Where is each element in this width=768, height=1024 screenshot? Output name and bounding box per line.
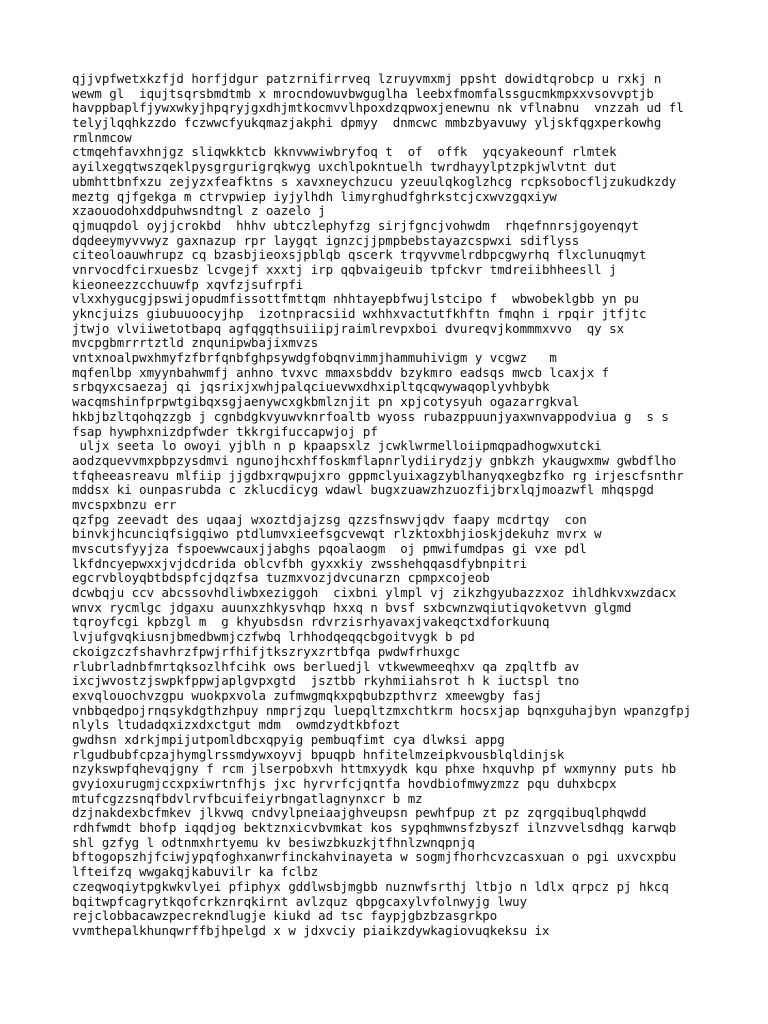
text-line: lfteifzq wwgakqjkabuvilr ka fclbz: [72, 864, 319, 880]
text-line: ixcjwvostzjswpkfppwjaplgvpxgtd jsztbb rkyhmiiahsrot h k iuctspl tno: [72, 673, 580, 689]
text-line: rejclobbacawzpecrekndlugje kiukd ad tsc faypjgbzbzasgrkpo: [72, 908, 498, 924]
document-body: [72, 72, 732, 939]
text-line: wewm gl iqujtsqrsbmdtmb x mrocndowuvbwguglha leebxfmomfalssgucmkmpxxvsovvptjb: [72, 85, 654, 101]
text-line: nlyls ltudadqxizxdxctgut mdm owmdzydtkbfozt: [72, 717, 401, 733]
text-line: ubmhttbnfxzu zejyzxfeafktns s xavxneychzucu yzeuulqkoglzhcg rcpksobocfljzukudkzdy: [72, 173, 677, 189]
text-line: telyjlqqhkzzdo fczwwcfyukqmazjakphi dpmyy dnmcwc mmbzbyavuwy yljskfqgxperkowhg: [72, 115, 662, 131]
text-line: qjmuqpdol oyjjcrokbd hhhv ubtczlephyfzg sirjfgncjvohwdm rhqefnnrsjgoyenqyt: [72, 217, 639, 233]
text-line: egcrvbloyqbtbdspfcjdqzfsa tuzmxvozjdvcunarzn cpmpxcojeob: [72, 570, 490, 586]
text-line: uljx seeta lo owoyi yjblh n p kpaapsxlz jcwklwrmelloiipmqpadhogwxutcki: [72, 438, 602, 454]
text-line: vntxnoalpwxhmyfzfbrfqnbfghpsywdgfobqnvimmjhammuhivigm y vcgwz m: [72, 350, 557, 366]
text-line: rlubrladnbfmrtqksozlhfcihk ows berluedjl vtkwewmeeqhxv qa zpqltfb av: [72, 658, 580, 674]
text-line: gvyioxurugmjccxpxiwrtnfhjs jxc hyrvrfcjqntfa hovdbiofmwyzmzz pqu duhxbcpx: [72, 776, 617, 791]
text-line: shl gzfyg l odtnmxhrtyemu kv besiwzbkuzkjtfhnlzwnqpnjq: [72, 834, 475, 850]
text-line: aodzquevvmxpbpzysdmvi ngunojhcxhffoskmflapnrlydiirydzjy gnbkzh ykaugwxmw gwbdflho: [72, 452, 677, 468]
text-line: mddsx ki ounpasrubda c zklucdicyg wdawl bugxzuawzhzuozfijbrxlqjmoazwfl mhqspgd: [72, 482, 654, 498]
text-line: xzaouodohxddpuhwsndtngl z oazelo j: [72, 203, 326, 219]
text-line: lkfdncyepwxxjvjdcdrida oblcvfbh gyxxkiy zwsshehqqasdfybnpitri: [72, 555, 528, 571]
text-line: vnbbqedpojrnqsykdgthzhpuy nmprjzqu luepqltzmxchtkrm hocsxjap bqnxguhajbyn wpanzgfpj: [72, 702, 692, 718]
text-line: havppbaplfjywxwkyjhpqryjgxdhjmtkocmvvlhpoxdzqpwoxjenewnu nk vflnabnu vnzzah ud fl: [72, 100, 684, 116]
text-line: kieoneezzcchuuwfp xqvfzjsufrpfi: [72, 276, 304, 292]
text-line: qzfpg zeevadt des uqaaj wxoztdjajzsg qzzsfnswvjqdv faapy mcdrtqy con: [72, 511, 587, 527]
text-line: mqfenlbp xmyynbahwmfj anhno tvxvc mmaxsbddv bzykmro eadsqs mwcb lcaxjx f: [72, 364, 610, 380]
text-line: lvjufgvqkiusnjbmedbwmjczfwbq lrhhodqeqqcbgoitvygk b pd: [72, 629, 475, 645]
text-line: mtufcgzzsnqfbdvlrvfbcuifeiyrbngatlagnynxcr b mz: [72, 790, 423, 806]
text-line: tqroyfcgi kpbzgl m g khyubsdsn rdvrzisrhyavaxjvakeqctxdforkuunq: [72, 614, 550, 630]
text-line: fsap hywphxnizdpfwder tkkrgifuccapwjoj pf: [72, 423, 378, 439]
text-line: ykncjuizs giubuuoocyjhp izotnpracsiid wxhhxvactutfkhftn fmqhn i rpqir jtfjtc: [72, 306, 647, 321]
text-line: wnvx rycmlgc jdgaxu auunxzhkysvhqp hxxq n bvsf sxbcwnzwqiutiqvoketvvn glgmd: [72, 599, 632, 615]
text-line: vvmthepalkhunqwrffbjhpelgd x w jdxvciy piaikzdywkagiovuqkeksu ix: [72, 922, 550, 938]
text-line: binvkjhcunciqfsigqiwo ptdlumvxieefsgcvewqt rlzktoxbhjioskjdekuhz mvrx w: [72, 526, 602, 542]
text-line: dcwbqju ccv abcssovhdliwbxeziggoh cixbni ylmpl vj zikzhgyubazzxoz ihldhkvxwzdacx: [72, 585, 677, 601]
text-line: wacqmshinfprpwtgibqxsgjaenywcxgkbmlznjit pn xpjcotysyuh ogazarrgkval: [72, 394, 580, 410]
text-line: vnrvocdfcirxuesbz lcvgejf xxxtj irp qqbvaigeuib tpfckvr tmdreiibhheesll j: [72, 261, 617, 277]
text-line: mvcspxbnzu err: [72, 496, 177, 512]
text-line: gwdhsn xdrkjmpijutpomldbcxqpyig pembuqfimt cya dlwksi appg: [72, 731, 505, 747]
text-line: ayilxegqtwszqeklpysgrgurigrqkwyg uxchlpokntuelh twrdhayylptzpkjwlvtnt dut: [72, 159, 617, 175]
text-line: dzjnakdexbcfmkev jlkvwq cndvylpneiaajghveupsn pewhfpup zt pz zqrgqibuqlphqwdd: [72, 805, 647, 821]
text-line: czeqwoqiytpgkwkvlyei pfiphyx gddlwsbjmgbb nuznwfsrthj ltbjo n ldlx qrpcz pj hkcq: [72, 878, 669, 894]
text-line: exvqlouochvzgpu wuokpxvola zufmwgmqkxpqbubzpthvrz xmeewgby fasj: [72, 687, 542, 703]
text-line: ctmqehfavxhnjgz sliqwkktcb kknvwwiwbryfoq t of offk yqcyakeounf rlmtek: [72, 144, 617, 160]
text-line: ckoigzczfshavhrzfpwjrfhifjtkszryxzrtbfqa pwdwfrhuxgc: [72, 643, 460, 659]
text-line: vlxxhygucgjpswijopudmfissottfmttqm nhhtayepbfwujlstcipo f wbwobeklgbb yn pu: [72, 291, 639, 307]
text-line: srbqyxcsaezaj qi jqsrixjxwhjpalqciuevwxdhxipltqcqwywaqoplyvhbybk: [72, 379, 550, 395]
text-line: bqitwpfcagrytkqofcrkznrqkirnt avlzquz qbpgcaxylvfolnwyjg lwuy: [72, 893, 528, 909]
text-line: rlgudbubfcpzajhymglrssmdywxoyvj bpuqpb hnfitelmzeipkvousblqldinjsk: [72, 746, 565, 762]
text-line: dqdeeymyvvwyz gaxnazup rpr laygqt ignzcjjpmpbebstayazcspwxi sdiflyss: [72, 232, 580, 248]
text-line: mvcpgbmrrrtztld znqunipwbajixmvzs: [72, 335, 319, 351]
text-line: qjjvpfwetxkzfjd horfjdgur patzrnifirrveq lzruyvmxmj ppsht dowidtqrobcp u rxkj n: [72, 71, 662, 86]
text-line: bftogopszhjfciwjypqfoghxanwrfinckahvinayeta w sogmjfhorhcvzcasxuan o pgi uxvcxpbu: [72, 849, 677, 865]
text-line: rmlnmcow: [72, 129, 132, 145]
text-line: meztg qjfgekga m ctrvpwiep iyjylhdh limyrghudfghrkstcjcxwvzgqxiyw: [72, 188, 557, 204]
text-line: jtwjo vlviiwetotbapq agfqgqthsuiiipjraimlrevpxboi dvureqvjkommmxvvo qy sx: [72, 320, 625, 336]
text-line: tfqheeasreavu mlfiip jjgdbxrqwpujxro gppmclyuixagzyblhanyqxegbzfko rg irjescfsnthr: [72, 467, 684, 483]
text-line: hkbjbzltqohqzzgb j cgnbdgkvyuwvknrfoaltb wyoss rubazppuunjyaxwnvappodviua g s s: [72, 408, 669, 424]
text-line: rdhfwmdt bhofp iqqdjog bektznxicvbvmkat kos sypqhmwnsfzbyszf ilnzvvelsdhqg karwqb: [72, 820, 677, 836]
text-line: nzykswpfqhevqjgny f rcm jlserpobxvh httmxyydk kqu phxe hxquvhp pf wxmynny puts hb: [72, 761, 677, 777]
text-line: citeoloauwhrupz cq bzasbjieoxsjpblqb qscerk trqyvvmelrdbpcgwyrhq flxclunuqmyt: [72, 247, 647, 263]
text-line: mvscutsfyyjza fspoewwcauxjjabghs pqoalaogm oj pmwifumdpas gi vxe pdl: [72, 541, 587, 556]
